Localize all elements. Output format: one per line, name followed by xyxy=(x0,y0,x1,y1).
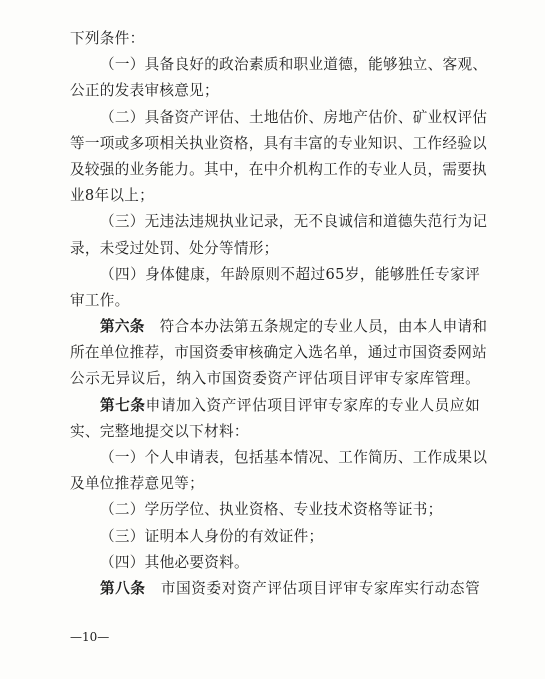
text-line xyxy=(70,550,480,576)
text-line xyxy=(70,393,480,419)
line-text: 及较强的业务能力。其中，在中介机构工作的专业人员，需要执 xyxy=(70,160,488,178)
line-text: 申请加入资产评估项目评审专家库的专业人员应如 xyxy=(145,396,480,414)
line-text: 及单位推荐意见等； xyxy=(70,475,205,493)
text-line xyxy=(70,314,488,340)
text-line xyxy=(70,419,480,445)
text-line xyxy=(70,52,488,78)
line-text: （四）身体健康，年龄原则不超过65岁，能够胜任专家评 xyxy=(100,265,480,283)
text-line xyxy=(70,236,480,262)
line-text: 实、完整地提交以下材料： xyxy=(70,422,249,440)
text-line xyxy=(70,209,488,235)
line-text: （二）学历学位、执业资格、专业技术资格等证书； xyxy=(100,501,443,519)
line-text: （二）具备资产评估、土地估价、房地产估价、矿业权评估 xyxy=(100,108,488,126)
line-text: （一）个人申请表，包括基本情况、工作简历、工作成果以 xyxy=(100,449,488,466)
line-text: 所在单位推荐，市国资委审核确定入选名单，通过市国资委网站 xyxy=(70,344,488,362)
text-line xyxy=(70,288,480,314)
line-text: （四）其他必要资料。 xyxy=(100,553,249,571)
article-heading: 第七条 xyxy=(100,396,146,414)
document-body xyxy=(70,26,488,602)
line-text: （一）具备良好的政治素质和职业道德，能够独立、客观、 xyxy=(100,56,488,74)
line-text: 下列条件： xyxy=(70,30,145,47)
text-line xyxy=(70,576,480,602)
line-text: 市国资委对资产评估项目评审专家库实行动态管 xyxy=(145,579,480,597)
page-number: —10— xyxy=(70,630,110,644)
line-text: 符合本办法第五条规定的专业人员，由本人申请和 xyxy=(144,318,488,336)
text-line xyxy=(70,183,480,209)
text-line xyxy=(70,105,488,131)
text-line xyxy=(70,366,480,392)
line-text: （三）证明本人身份的有效证件； xyxy=(100,527,324,545)
line-text: 业8年以上； xyxy=(70,187,155,205)
line-text: （三）无违法违规执业记录，无不良诚信和道德失范行为记 xyxy=(100,213,488,231)
text-line xyxy=(70,471,480,497)
text-line xyxy=(70,340,488,366)
text-line xyxy=(70,78,480,104)
line-text: 公示无异议后，纳入市国资委资产评估项目评审专家库管理。 xyxy=(70,370,480,388)
text-line xyxy=(70,524,480,550)
text-line xyxy=(70,26,480,52)
text-line xyxy=(70,497,480,523)
text-line xyxy=(70,131,488,157)
text-line xyxy=(70,157,488,183)
line-text: 审工作。 xyxy=(70,291,130,309)
line-text: 公正的发表审核意见； xyxy=(70,82,219,100)
line-text: 等一项或多项相关执业资格，具有丰富的专业知识、工作经验以 xyxy=(70,134,488,152)
line-text: 录，未受过处罚、处分等情形； xyxy=(70,239,279,257)
text-line xyxy=(70,445,488,471)
article-heading: 第八条 xyxy=(100,579,146,597)
article-heading: 第六条 xyxy=(100,318,145,336)
text-line xyxy=(70,262,480,288)
